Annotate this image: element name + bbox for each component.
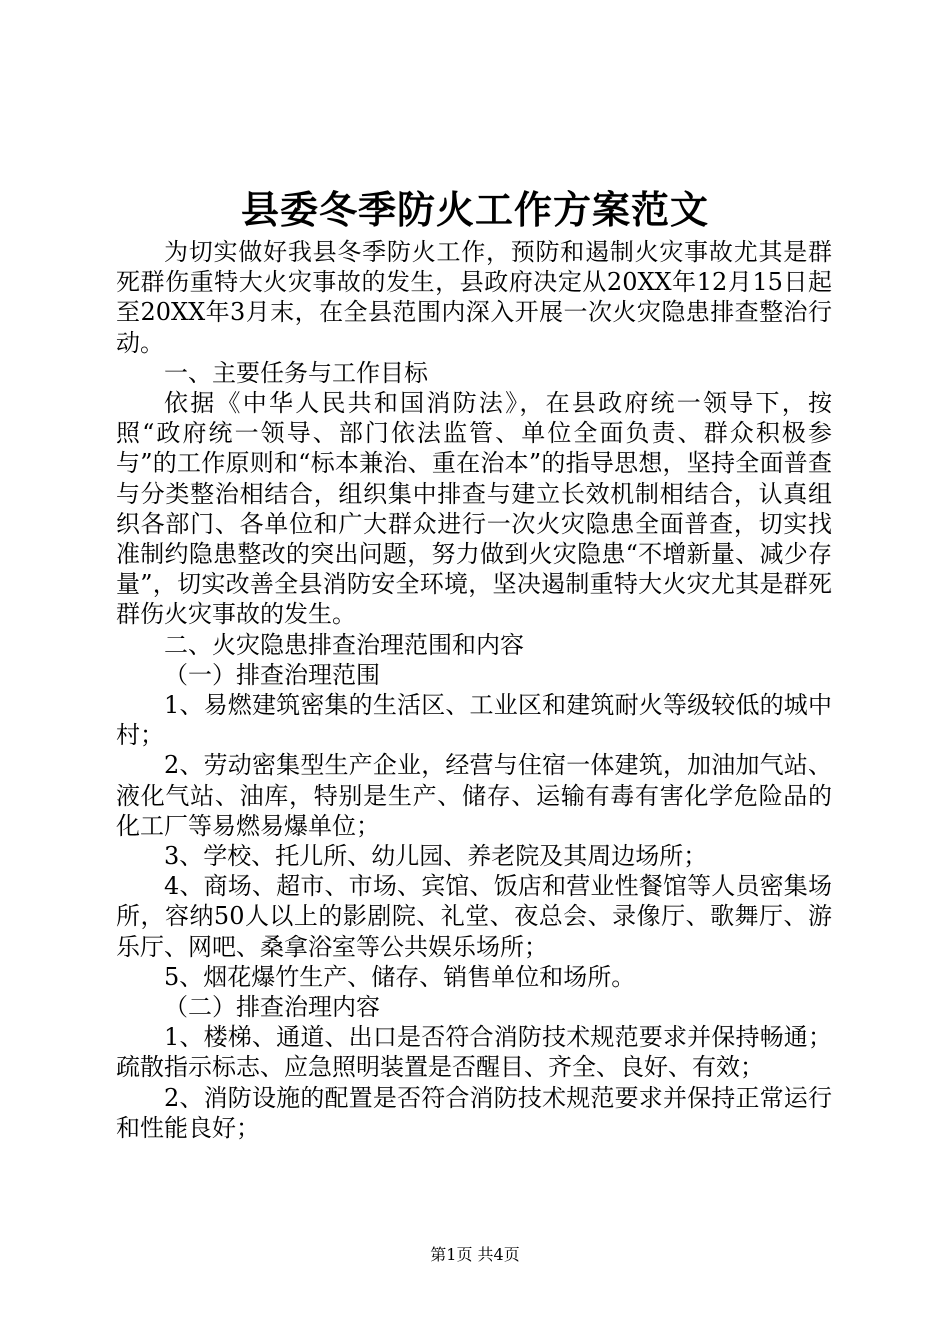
document-body xyxy=(116,237,832,1143)
list-item: 3、学校、托儿所、幼儿园、养老院及其周边场所； xyxy=(164,842,708,871)
document-title: 县委冬季防火工作方案范文 xyxy=(240,187,709,232)
subheading-scope: （一）排查治理范围 xyxy=(164,660,380,689)
list-item: 1、楼梯、通道、出口是否符合消防技术规范要求并保持畅通；疏散指示标志、应急照明装置是否醒目、齐全、良好、有效； xyxy=(116,1023,832,1082)
page-footer: 第1页 共4页 xyxy=(430,1245,520,1264)
heading-section-1: 一、主要任务与工作目标 xyxy=(164,358,428,387)
list-item: 5、烟花爆竹生产、储存、销售单位和场所。 xyxy=(164,962,636,991)
heading-section-2: 二、火灾隐患排查治理范围和内容 xyxy=(164,630,524,659)
list-item: 2、劳动密集型生产企业，经营与住宿一体建筑，加油加气站、液化气站、油库，特别是生产、储存、运输有毒有害化学危险品的化工厂等易燃易爆单位； xyxy=(116,751,832,840)
paragraph-intro: 为切实做好我县冬季防火工作，预防和遏制火灾事故尤其是群死群伤重特大火灾事故的发生，县政府决定从20XX年12月15日起至20XX年3月末，在全县范围内深入开展一次火灾隐患排查整治行动。 xyxy=(116,238,832,357)
list-item: 2、消防设施的配置是否符合消防技术规范要求并保持正常运行和性能良好； xyxy=(116,1083,832,1142)
list-item: 1、易燃建筑密集的生活区、工业区和建筑耐火等级较低的城中村； xyxy=(116,691,832,750)
paragraph-section-1: 依据《中华人民共和国消防法》，在县政府统一领导下，按照“政府统一领导、部门依法监管、单位全面负责、群众积极参与”的工作原则和“标本兼治、重在治本”的指导思想，坚持全面普查与分类整治相结合，组织集中排查与建立长效机制相结合，认真组织各部门、各单位和广大群众进行一次火灾隐患全面普查，切实找准制约隐患整改的突出问题，努力做到火灾隐患“不增新量、减少存量”，切实改善全县消防安全环境，坚决遏制重特大火灾尤其是群死群伤火灾事故的发生。 xyxy=(116,389,832,629)
list-item: 4、商场、超市、市场、宾馆、饭店和营业性餐馆等人员密集场所，容纳50人以上的影剧院、礼堂、夜总会、录像厅、歌舞厅、游乐厅、网吧、桑拿浴室等公共娱乐场所； xyxy=(116,872,832,961)
subheading-content: （二）排查治理内容 xyxy=(164,993,380,1022)
